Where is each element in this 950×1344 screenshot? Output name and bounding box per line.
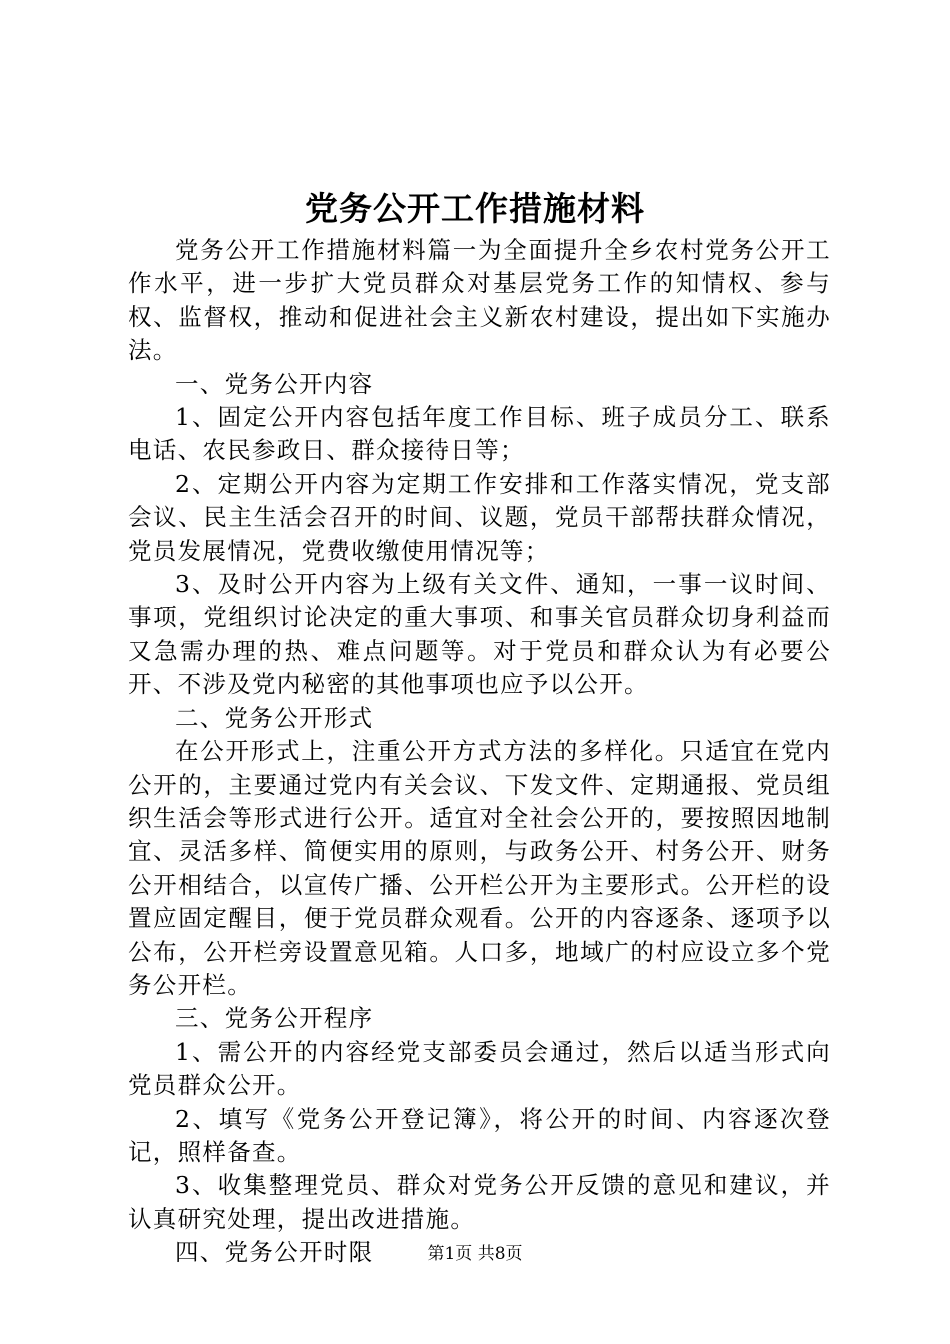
paragraph-procedure-3: 3、收集整理党员、群众对党务公开反馈的意见和建议，并认真研究处理，提出改进措施。: [128, 1171, 831, 1233]
paragraph-fixed-content: 1、固定公开内容包括年度工作目标、班子成员分工、联系电话、农民参政日、群众接待日等；: [128, 403, 831, 465]
section-heading-content: 一、党务公开内容: [175, 369, 374, 398]
page-number-footer: 第1页 共8页: [427, 1244, 523, 1264]
paragraph-procedure-2: 2、填写《党务公开登记簿》，将公开的时间、内容逐次登记，照样备查。: [128, 1104, 831, 1166]
section-heading-timeframe: 四、党务公开时限: [175, 1238, 374, 1267]
paragraph-form: 在公开形式上，注重公开方式方法的多样化。只适宜在党内公开的，主要通过党内有关会议、下发文件、定期通报、党员组织生活会等形式进行公开。适宜对全社会公开的，要按照因地制宜、灵活多样、简便实用的原则，与政务公开、村务公开、财务公开相结合，以宣传广播、公开栏公开为主要形式。公开栏的设置应固定醒目，便于党员群众观看。公开的内容逐条、逐项予以公布，公开栏旁设置意见箱。人口多，地域广的村应设立多个党务公开栏。: [128, 737, 831, 999]
paragraph-timely-content: 3、及时公开内容为上级有关文件、通知，一事一议时间、事项，党组织讨论决定的重大事项、和事关官员群众切身利益而又急需办理的热、难点问题等。对于党员和群众认为有必要公开、不涉及党内秘密的其他事项也应予以公开。: [128, 570, 831, 699]
document-title: 党务公开工作措施材料: [305, 189, 645, 228]
paragraph-procedure-1: 1、需公开的内容经党支部委员会通过，然后以适当形式向党员群众公开。: [128, 1037, 831, 1100]
paragraph-periodic-content: 2、定期公开内容为定期工作安排和工作落实情况，党支部会议、民主生活会召开的时间、议题，党员干部帮扶群众情况，党员发展情况，党费收缴使用情况等；: [128, 469, 831, 565]
document-body: [128, 234, 831, 1270]
paragraph-intro: 党务公开工作措施材料篇一为全面提升全乡农村党务公开工作水平，进一步扩大党员群众对基层党务工作的知情权、参与权、监督权，推动和促进社会主义新农村建设，提出如下实施办法。: [128, 236, 831, 365]
section-heading-form: 二、党务公开形式: [175, 703, 374, 732]
section-heading-procedure: 三、党务公开程序: [175, 1004, 374, 1033]
